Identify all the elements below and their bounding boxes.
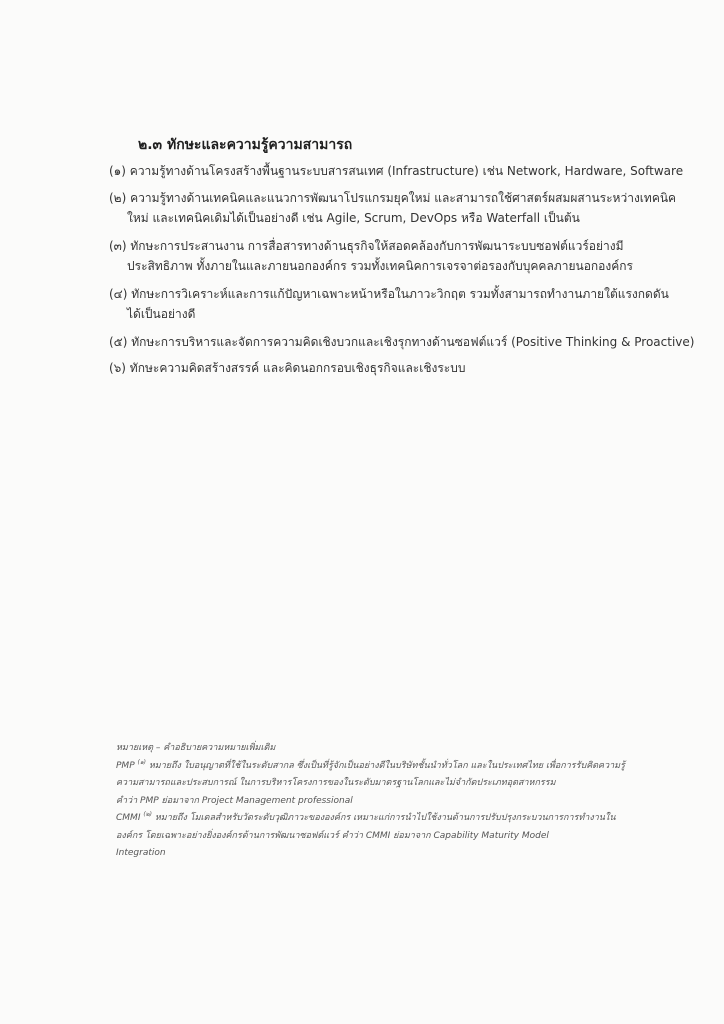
footnote-cmmi-text: หมายถึง โมเดลสำหรับวัดระดับวุฒิภาวะขององค์กร เหมาะแก่การนำไปใช้งานด้านการปรับปรุงกระบวนการการทำงานใน: [154, 813, 616, 823]
list-item: [109, 161, 684, 181]
footnote-pmp-term: PMP: [116, 760, 135, 771]
list-item-line: (๓) ทักษะการประสานงาน การสื่อสารทางด้านธุรกิจให้สอดคล้องกับการพัฒนาระบบซอฟต์แวร์อย่างมี: [109, 239, 624, 253]
footnote-pmp-line: [116, 758, 636, 776]
list-item-line: ใหม่ และเทคนิคเดิมได้เป็นอย่างดี เช่น Agile, Scrum, DevOps หรือ Waterfall เป็นต้น: [127, 211, 580, 225]
footnote-pmp-text: หมายถึง ใบอนุญาตที่ใช้ในระดับสากล ซึ่งเป็นที่รู้จักเป็นอย่างดีในบริษัทชั้นนำทั่วโลก และในประเทศไทย เพื่อการรับคิดความรู้: [148, 760, 625, 771]
footnote-cmmi-continuation: องค์กร โดยเฉพาะอย่างยิ่งองค์กรด้านการพัฒนาซอฟต์แวร์ คำว่า CMMI ย่อมาจาก Capability Maturity Model: [116, 830, 549, 841]
list-item: [109, 236, 669, 276]
list-item-line: (๑) ความรู้ทางด้านโครงสร้างพื้นฐานระบบสารสนเทศ (Infrastructure) เช่น Network, Hardware, Software: [109, 164, 684, 178]
list-item-line: (๖) ทักษะความคิดสร้างสรรค์ และคิดนอกกรอบเชิงธุรกิจและเชิงระบบ: [109, 361, 466, 375]
footnote-pmp-continuation: ความสามารถและประสบการณ์ ในการบริหารโครงการของในระดับมาตรฐานโลกและไม่จำกัดประเภทอุตสาหกรรม: [116, 778, 556, 788]
section-heading: ๒.๓ ทักษะและความรู้ความสามารถ: [138, 137, 353, 153]
footnotes: [116, 740, 636, 863]
list-item: [109, 284, 669, 324]
list-item-line: (๕) ทักษะการบริหารและจัดการความคิดเชิงบวกและเชิงรุกทางด้านซอฟต์แวร์ (Positive Thinking & Proactive): [109, 335, 695, 349]
footnote-pmp-abbreviation: คำว่า PMP ย่อมาจาก Project Management professional: [116, 795, 353, 806]
list-item-line: (๔) ทักษะการวิเคราะห์และการแก้ปัญหาเฉพาะหน้าหรือในภาวะวิกฤต รวมทั้งสามารถทำงานภายใต้แรงกดดัน: [109, 287, 669, 301]
list-item: [109, 332, 695, 352]
footnote-cmmi-term: CMMI: [116, 813, 141, 823]
footnote-cmmi-continuation: Integration: [116, 848, 166, 858]
footnote-cmmi-line: [116, 810, 636, 828]
footnote-cmmi-marker: (๒): [143, 811, 152, 818]
list-item-line: (๒) ความรู้ทางด้านเทคนิคและแนวการพัฒนาโปรแกรมยุคใหม่ และสามารถใช้ศาสตร์ผสมผสานระหว่างเทคนิค: [109, 191, 677, 205]
list-item: [109, 358, 669, 378]
list-item-line: ได้เป็นอย่างดี: [127, 307, 196, 321]
footnote-title: หมายเหตุ – คำอธิบายความหมายเพิ่มเติม: [116, 743, 276, 753]
list-item-line: ประสิทธิภาพ ทั้งภายในและภายนอกองค์กร รวมทั้งเทคนิคการเจรจาต่อรองกับบุคคลภายนอกองค์กร: [127, 259, 633, 273]
list-item: [109, 188, 677, 228]
footnote-pmp-marker: (๑): [137, 758, 146, 766]
